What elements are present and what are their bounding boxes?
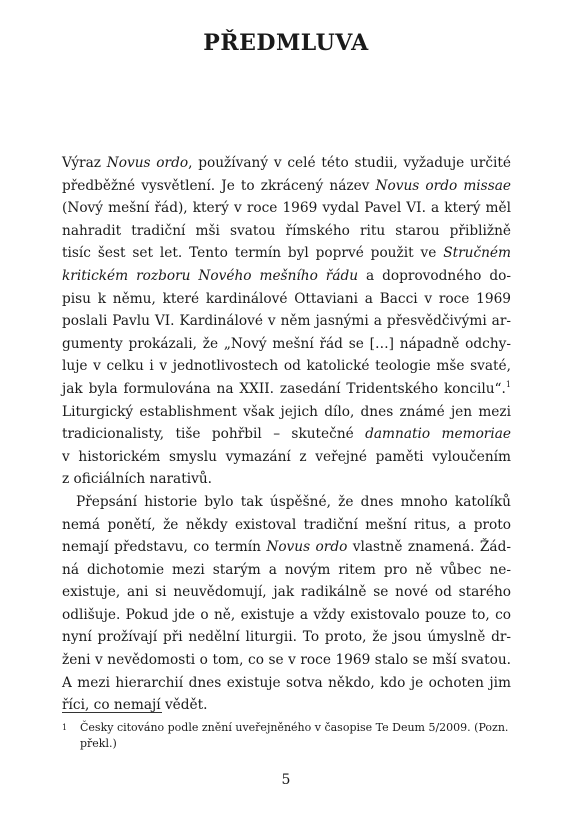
text-line: tradicionalisty, tiše pohřbil – skutečné damnatio memoriae (62, 426, 511, 443)
footnote-divider (62, 712, 162, 713)
text-line: poslali Pavlu VI. Kardinálové v něm jasnými a přesvědčivými ar- (62, 313, 511, 330)
text-line: nemá ponětí, že někdy existoval tradiční mešní ritus, a proto (62, 516, 511, 533)
text-line-footnote-ref: jak byla formulována na XXII. zasedání Tridentského koncilu“.$^1$ (62, 379, 511, 397)
footnote-text-line: překl.) (80, 737, 117, 750)
text-line: Výraz Novus ordo, používaný v celé této studii, vyžaduje určité (62, 155, 511, 171)
footnote-text-line: Česky citováno podle znění uveřejněného v časopise Te Deum 5/2009. (Pozn. (80, 721, 509, 734)
text-line: luje v celku i v jednotlivostech od katolické teologie mše svaté, (62, 358, 511, 375)
text-line: nyní prožívají při nedělní liturgii. To proto, že jsou úmyslně dr- (62, 629, 511, 646)
text-line: předběžné vysvětlení. Je to zkrácený název Novus ordo missae (62, 177, 511, 194)
text-line: pisu k němu, které kardinálové Ottaviani a Bacci v roce 1969 (62, 290, 511, 307)
text-line: tisíc šest set let. Tento termín byl poprvé použit ve Stručném (62, 245, 511, 262)
footnote (62, 720, 511, 752)
text-line: Přepsání historie bylo tak úspěšné, že dnes mnoho katolíků (76, 493, 511, 510)
text-line: v historickém smyslu vymazání z veřejné paměti vyloučením (62, 448, 511, 465)
text-line: z oficiálních narativů. (62, 471, 212, 488)
text-line: odlišuje. Pokud jde o ně, existuje a vždy existovalo pouze to, co (62, 606, 511, 623)
text-line: říci, co nemají vědět. (62, 697, 208, 714)
text-line: nemají představu, co termín Novus ordo vlastně znamená. Žád- (62, 539, 511, 556)
text-line: kritickém rozboru Nového mešního řádu a doprovodného do- (62, 267, 511, 284)
text-line: gumenty prokázali, že „Nový mešní řád se […] nápadně odchy- (62, 335, 511, 352)
text-line: A mezi hierarchií dnes existuje sotva někdo, kdo je ochoten jim (62, 674, 511, 691)
text-line: existuje, ani si neuvědomují, jak radikálně se nové od starého (62, 584, 511, 601)
preface-body (62, 152, 511, 717)
page-number: 5 (281, 772, 291, 788)
text-line: Liturgický establishment však jejich dílo, dnes známé jen mezi (62, 403, 511, 420)
text-line: ženi v nevědomosti o tom, co se v roce 1969 stalo se mší svatou. (62, 652, 511, 669)
page-title: PŘEDMLUVA (203, 30, 369, 56)
footnote-number: 1 (62, 723, 68, 732)
text-line: ná dichotomie mezi starým a novým ritem pro ně vůbec ne- (62, 561, 511, 578)
text-line: nahradit tradiční mši svatou římského ritu starou přibližně (62, 222, 511, 239)
text-line: (Nový mešní řád), který v roce 1969 vydal Pavel VI. a který měl (62, 200, 511, 217)
